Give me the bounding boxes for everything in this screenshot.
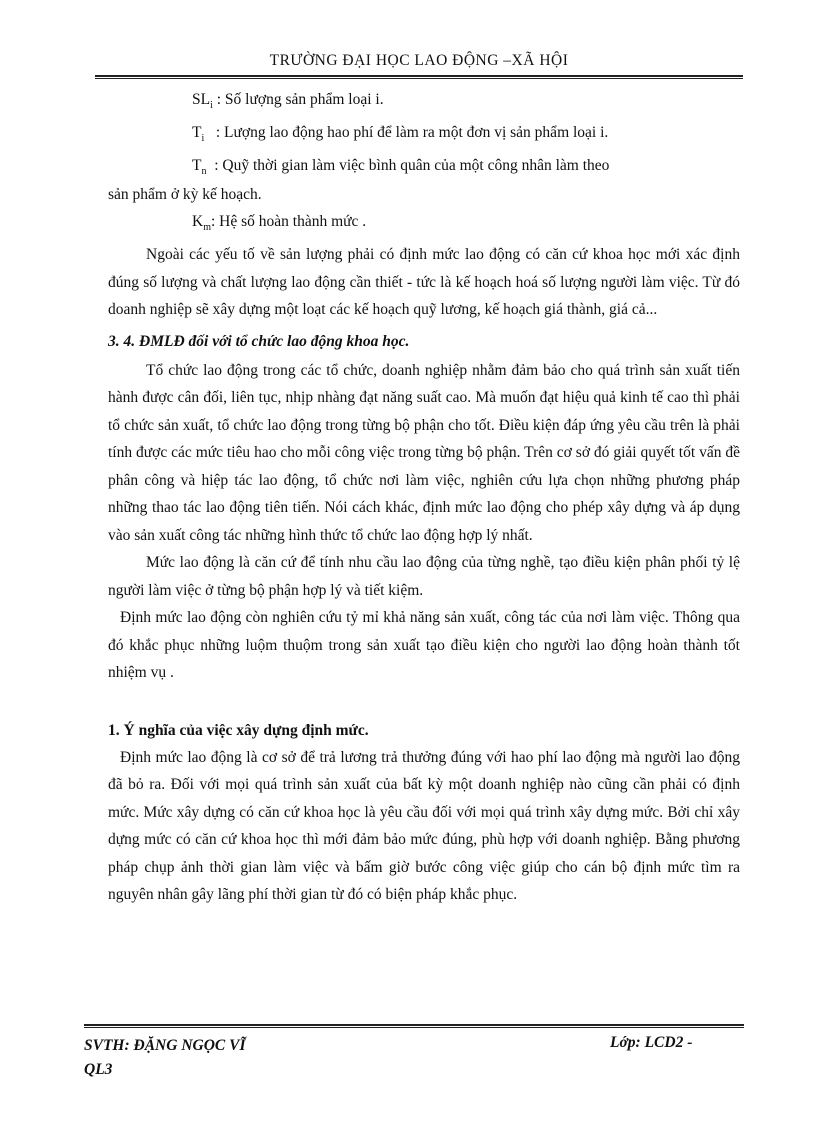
subscript-km: m [203, 222, 211, 234]
paragraph-4: Định mức lao động còn nghiên cứu tỷ mỉ khả năng sản xuất, công tác của nơi làm việc. Thông qua đó khắc phục những luộm thuộm trong sản xuất tạo điều kiện cho người lao động hoàn thành tốt nhiệm vụ . [108, 609, 740, 682]
header-rule [95, 75, 743, 79]
definition-km [108, 208, 740, 241]
definition-tn-text: : Quỹ thời gian làm việc bình quân của một công nhân làm theo [206, 157, 610, 175]
footer-author [84, 1034, 245, 1082]
paragraph-2: Tổ chức lao động trong các tổ chức, doanh nghiệp nhằm đảm bảo cho quá trình sản xuất tiến hành được cân đối, liên tục, nhịp nhàng đạt năng suất cao. Mà muốn đạt hiệu quả kinh tế cao thì phải tổ chức sản xuất, tổ chức lao động trong từng bộ phận cho tốt. Điều kiện đáp ứng yêu cầu trên là phải tính được các mức tiêu hao cho mỗi công việc trong từng bộ phận. Trên cơ sở đó giải quyết tốt vấn đề phân công và hiệp tác lao động, tổ chức nơi làm việc, nghiên cứu lựa chọn những phương pháp những thao tác lao động tiên tiến. Nói cách khác, định mức lao động cho phép xây dựng và áp dụng vào sản xuất công tác những hình thức tổ chức lao động hợp lý nhất. [108, 361, 740, 544]
paragraph-3: Mức lao động là căn cứ để tính nhu cầu lao động của từng nghề, tạo điều kiện phân phối tỷ lệ người làm việc ở từng bộ phận hợp lý và tiết kiệm. [108, 554, 740, 599]
paragraph-1: Ngoài các yếu tố về sản lượng phải có định mức lao động có căn cứ khoa học mới xác định đúng số lượng và chất lượng lao động cần thiết - tức là kế hoạch hoá số lượng người làm việc. Từ đó doanh nghiệp sẽ xây dựng một loạt các kế hoạch quỹ lương, kế hoạch giá thành, giá cả... [108, 246, 740, 319]
definition-sl-text: : Số lượng sản phẩm loại i. [212, 91, 384, 108]
subscript-t: i [201, 133, 205, 145]
symbol-t: T [192, 124, 202, 142]
footer-class: Lớp: LCD2 - [610, 1034, 693, 1051]
definition-km-text: : Hệ số hoàn thành mức . [210, 213, 367, 231]
definition-tn-continued: sản phẩm ở kỳ kế hoạch. [108, 186, 262, 204]
footer-author-group: QL3 [84, 1061, 113, 1078]
document-body [108, 86, 740, 909]
footer-author-name: SVTH: ĐẶNG NGỌC VĨ [84, 1037, 246, 1054]
subscript-sl: i [210, 100, 213, 112]
definition-t-text: : Lượng lao động hao phí để làm ra một đơn vị sản phẩm loại i. [204, 124, 609, 142]
symbol-km: K [192, 213, 204, 231]
definition-sl [108, 86, 740, 119]
definition-t [108, 119, 740, 152]
section-heading-1: 1. Ý nghĩa của việc xây dựng định mức. [108, 721, 369, 739]
footer-rule [84, 1024, 744, 1028]
subscript-tn: n [201, 166, 207, 178]
paragraph-5: Định mức lao động là cơ sở để trả lương trả thưởng đúng với hao phí lao động mà người lao động đã bỏ ra. Đối với mọi quá trình sản xuất của bất kỳ một doanh nghiệp nào cũng cần phải có định mức. Mức xây dựng có căn cứ khoa học là yêu cầu đối với mọi quá trình xây dựng mức. Bởi chỉ xây dựng mức có căn cứ khoa học thì mới đảm bảo mức đúng, phù hợp với doanh nghiệp. Bằng phương pháp chụp ảnh thời gian làm việc và bấm giờ bước công việc giúp cho cán bộ định mức tìm ra nguyên nhân gây lãng phí thời gian từ đó có biện pháp khắc phục. [108, 748, 740, 904]
section-heading-3-4: 3. 4. ĐMLĐ đối với tổ chức lao động khoa học. [108, 332, 410, 350]
page-header: TRƯỜNG ĐẠI HỌC LAO ĐỘNG –XÃ HỘI [269, 52, 569, 69]
symbol-sl: SL [192, 91, 211, 108]
symbol-tn: T [192, 157, 202, 175]
